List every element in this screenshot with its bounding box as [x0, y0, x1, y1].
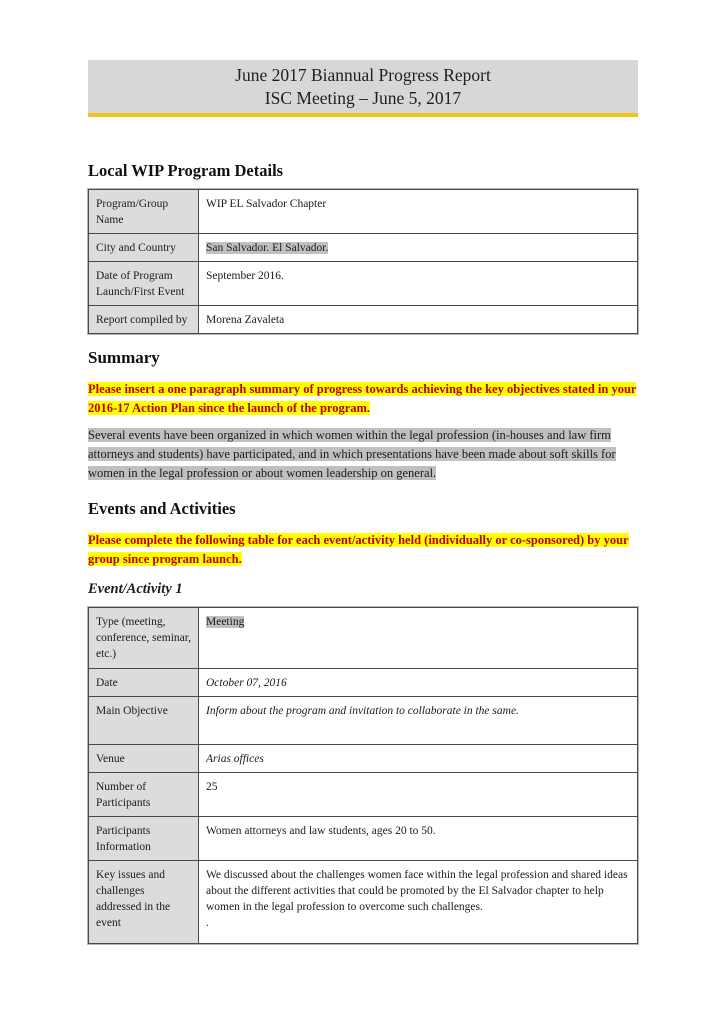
- row-label: Type (meeting, conference, seminar, etc.): [89, 608, 199, 668]
- table-row: [89, 745, 637, 773]
- summary-content-paragraph: [88, 426, 638, 483]
- row-value: 25: [199, 773, 637, 816]
- row-value: Women attorneys and law students, ages 20 to 50.: [199, 817, 637, 860]
- table-row: [89, 817, 637, 861]
- row-value: Morena Zavaleta: [199, 306, 637, 333]
- row-label: Venue: [89, 745, 199, 772]
- row-label: City and Country: [89, 234, 199, 261]
- row-value: Inform about the program and invitation to collaborate in the same.: [199, 697, 637, 744]
- row-value: We discussed about the challenges women face within the legal profession and shared ideas about the different activities that could be promoted by the El Salvador chapter to help women in the legal profession to overcome such challenges. .: [199, 861, 637, 943]
- row-label: Date of Program Launch/First Event: [89, 262, 199, 305]
- row-label: Report compiled by: [89, 306, 199, 333]
- summary-instruction-text: Please insert a one paragraph summary of progress towards achieving the key objectives stated in your 2016-17 Action Plan since the launch of the program.: [88, 382, 637, 415]
- table-row: [89, 262, 637, 306]
- section-heading-events: Events and Activities: [88, 499, 236, 518]
- events-instruction-text: Please complete the following table for each event/activity held (individually or co-sponsored) by your group since program launch.: [88, 533, 629, 566]
- row-label: Date: [89, 669, 199, 696]
- row-value: September 2016.: [199, 262, 637, 305]
- report-title-line2: ISC Meeting – June 5, 2017: [264, 88, 462, 108]
- row-label: Number of Participants: [89, 773, 199, 816]
- row-value: Arias offices: [199, 745, 637, 772]
- activity-1-table: [88, 607, 638, 944]
- events-instruction-paragraph: [88, 531, 638, 569]
- table-row: [89, 773, 637, 817]
- row-value: San Salvador. El Salvador.: [199, 234, 637, 261]
- row-label: Main Objective: [89, 697, 199, 744]
- activity-1-heading: Event/Activity 1: [88, 581, 183, 597]
- report-title-banner: [88, 60, 638, 117]
- table-row: [89, 608, 637, 669]
- table-row: [89, 669, 637, 697]
- report-title-line1: June 2017 Biannual Progress Report: [235, 65, 491, 85]
- row-value: October 07, 2016: [199, 669, 637, 696]
- table-row: [89, 861, 637, 943]
- section-heading-program-details: Local WIP Program Details: [88, 161, 284, 180]
- summary-content-text: Several events have been organized in which women within the legal profession (in-houses and law firm attorneys and students) have participated, and in which presentations have been made about soft skills for women in the legal profession or about women leadership on general.: [88, 428, 616, 480]
- section-heading-summary: Summary: [88, 348, 160, 367]
- row-label: Participants Information: [89, 817, 199, 860]
- summary-instruction-paragraph: [88, 380, 638, 418]
- row-value: Meeting: [199, 608, 637, 668]
- row-label: Key issues and challenges addressed in the event: [89, 861, 199, 943]
- row-label: Program/Group Name: [89, 190, 199, 233]
- program-details-table: [88, 189, 638, 334]
- table-row: [89, 190, 637, 234]
- table-row: [89, 306, 637, 333]
- row-value: WIP EL Salvador Chapter: [199, 190, 637, 233]
- table-row: [89, 697, 637, 745]
- table-row: [89, 234, 637, 262]
